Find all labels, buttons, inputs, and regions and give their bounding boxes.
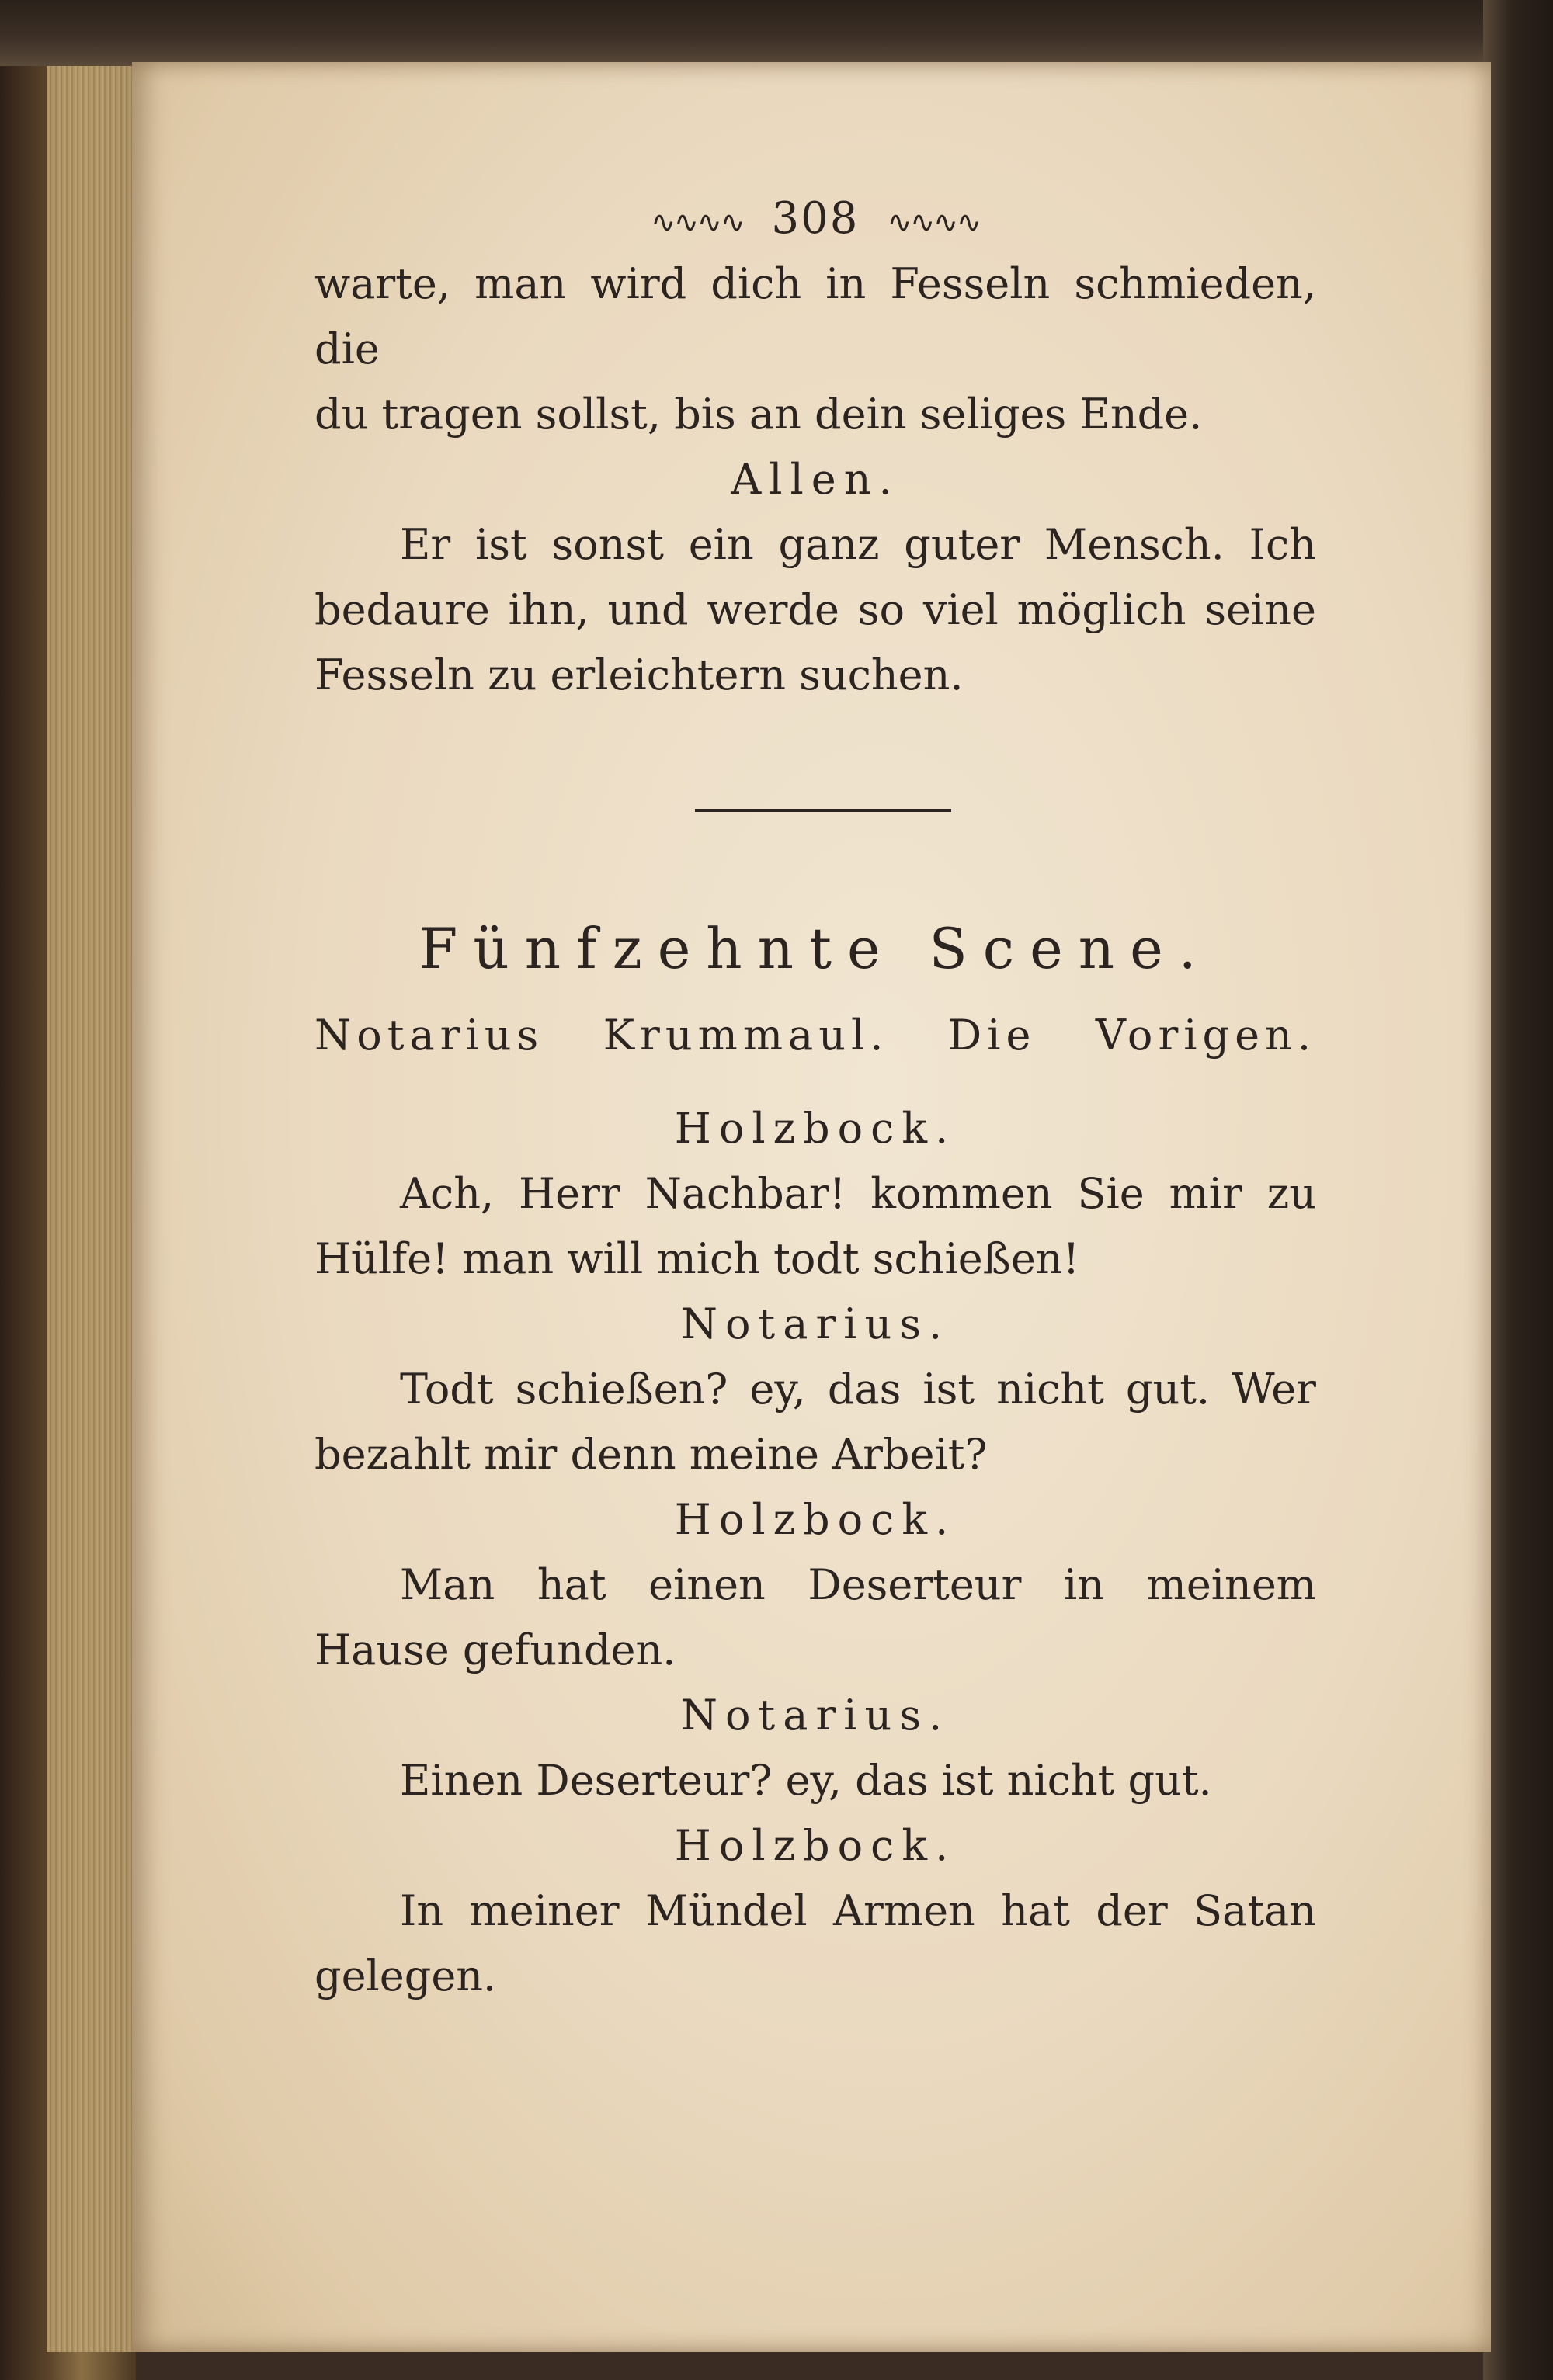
speech-text: Er ist sonst ein ganz guter Mensch. Ich bedaure ihn, und werde so viel möglich seine Fesseln zu erleichtern suchen.: [314, 520, 1316, 699]
ornament-left-icon: ∿∿∿∿: [651, 204, 744, 239]
book-cover-top: [0, 0, 1553, 66]
speaker-name: Notarius.: [680, 1691, 950, 1740]
page-text: [314, 186, 1316, 2009]
page-edges: [47, 31, 132, 2352]
speech-text: In meiner Mündel Armen hat der Satan gelegen.: [314, 1886, 1316, 2000]
speaker-name: Holzbock.: [674, 1495, 957, 1544]
speaker-name: Holzbock.: [674, 1821, 957, 1870]
scene-title: Fünfzehnte Scene.: [419, 916, 1212, 981]
text-line: warte, man wird dich in Fesseln schmieden, die: [314, 259, 1316, 373]
section-divider: [314, 708, 1316, 871]
page-number: 308: [771, 193, 860, 244]
speech-text: Einen Deserteur? ey, das ist nicht gut.: [400, 1756, 1212, 1805]
character-list: Notarius Krummaul. Die Vorigen.: [314, 1011, 1316, 1060]
speech-text: Man hat einen Deserteur in meinem Hause gefunden.: [314, 1560, 1316, 1674]
book-page: [132, 62, 1491, 2352]
speaker-name: Holzbock.: [674, 1104, 957, 1153]
text-line: du tragen sollst, bis an dein seliges Ende.: [314, 390, 1203, 439]
ornament-right-icon: ∿∿∿∿: [887, 204, 980, 239]
page-header: [314, 186, 1316, 252]
book-cover-right: [1483, 0, 1553, 2380]
speech-text: Ach, Herr Nachbar! kommen Sie mir zu Hülfe! man will mich todt schießen!: [314, 1169, 1316, 1283]
speaker-name: Notarius.: [680, 1299, 950, 1348]
speaker-name: Allen.: [731, 455, 900, 504]
speech-text: Todt schießen? ey, das ist nicht gut. Wer bezahlt mir denn meine Arbeit?: [314, 1365, 1316, 1479]
divider-line: [695, 809, 951, 812]
